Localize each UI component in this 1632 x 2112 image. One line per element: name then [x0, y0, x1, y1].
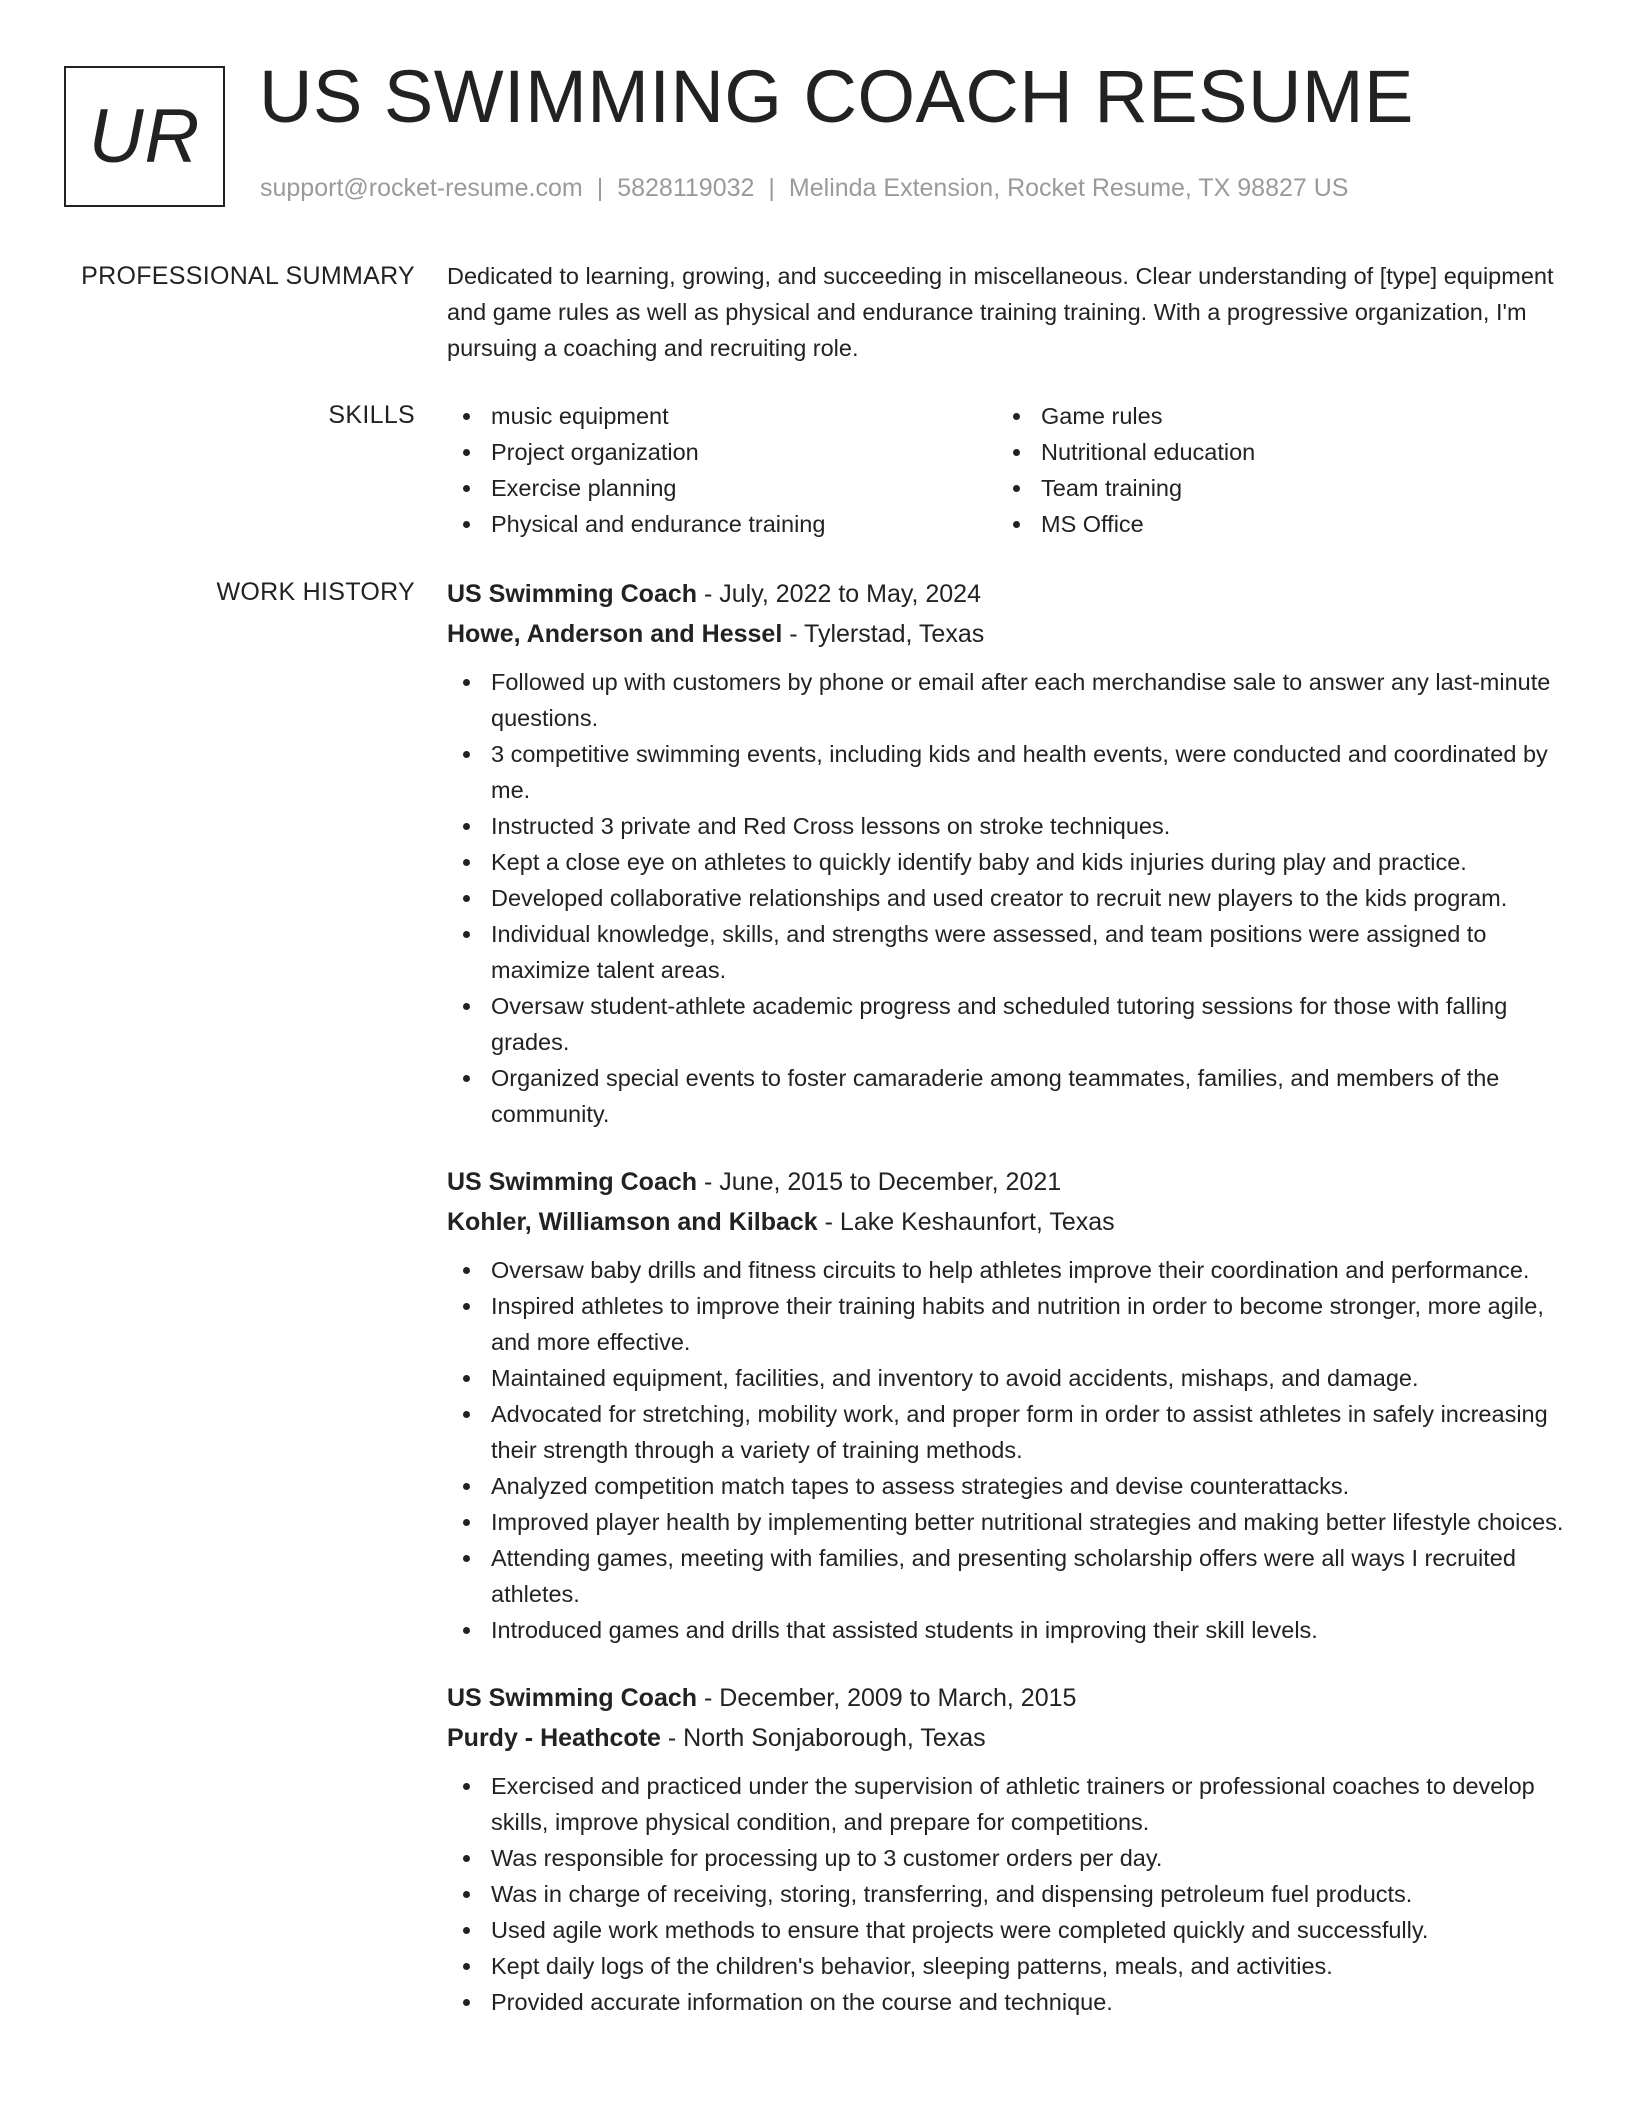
job-bullet: Individual knowledge, skills, and strengths were assessed, and team positions were assigned to maximize talent areas. [447, 916, 1567, 988]
section-label-skills: SKILLS [328, 401, 415, 429]
job-location: - North Sonjaborough, Texas [660, 1724, 986, 1752]
job-title: US Swimming Coach [447, 580, 698, 608]
skill-item: music equipment [447, 398, 997, 434]
job-bullets [447, 664, 1567, 1132]
job-title: US Swimming Coach [447, 1684, 698, 1712]
job-bullet: Improved player health by implementing better nutritional strategies and making better lifestyle choices. [447, 1504, 1567, 1540]
monogram-logo: UR [64, 66, 225, 207]
section-label-professional-summary: PROFESSIONAL SUMMARY [81, 262, 415, 290]
job-bullet: Provided accurate information on the course and technique. [447, 1984, 1567, 2020]
job-bullet: Maintained equipment, facilities, and inventory to avoid accidents, mishaps, and damage. [447, 1360, 1567, 1396]
job-bullets [447, 1252, 1567, 1648]
job-bullet: Followed up with customers by phone or email after each merchandise sale to answer any last-minute questions. [447, 664, 1567, 736]
job-bullet: Developed collaborative relationships and used creator to recruit new players to the kids program. [447, 880, 1567, 916]
skill-item: Team training [997, 470, 1547, 506]
skills-list-right [997, 398, 1547, 542]
summary-text: Dedicated to learning, growing, and succeeding in miscellaneous. Clear understanding of [type] equipment and game rules as well as physical and endurance training training. With a progressive organization, I'm pursuing a coaching and recruiting role. [447, 263, 1554, 361]
contact-separator: | [768, 174, 775, 202]
skill-item: Exercise planning [447, 470, 997, 506]
job-dates: - June, 2015 to December, 2021 [697, 1168, 1062, 1196]
resume-title: US SWIMMING COACH RESUME [259, 55, 1414, 138]
skill-item: MS Office [997, 506, 1547, 542]
job-location: - Tylerstad, Texas [782, 620, 985, 648]
skills-section [447, 398, 1567, 542]
job-bullet: Attending games, meeting with families, and presenting scholarship offers were all ways I recruited athletes. [447, 1540, 1567, 1612]
job-company: Kohler, Williamson and Kilback [447, 1208, 818, 1236]
job-dates: - December, 2009 to March, 2015 [697, 1684, 1077, 1712]
skill-item: Physical and endurance training [447, 506, 997, 542]
contact-separator: | [596, 174, 604, 202]
job-bullet: Kept a close eye on athletes to quickly identify baby and kids injuries during play and practice. [447, 844, 1567, 880]
job-bullet: Advocated for stretching, mobility work, and proper form in order to assist athletes in safely increasing their strength through a variety of training methods. [447, 1396, 1567, 1468]
work-history-section [447, 574, 1567, 2050]
job-company: Purdy - Heathcote [447, 1724, 661, 1752]
contact-address: Melinda Extension, Rocket Resume, TX 98827 US [788, 174, 1349, 202]
job-bullet: Introduced games and drills that assisted students in improving their skill levels. [447, 1612, 1567, 1648]
job-title-line [447, 1678, 1567, 1718]
job-bullet: Used agile work methods to ensure that projects were completed quickly and successfully. [447, 1912, 1567, 1948]
contact-line [260, 174, 1348, 203]
job-bullet: Kept daily logs of the children's behavior, sleeping patterns, meals, and activities. [447, 1948, 1567, 1984]
job-dates: - July, 2022 to May, 2024 [697, 580, 981, 608]
section-label-work-history: WORK HISTORY [216, 578, 415, 606]
job-bullet: Was in charge of receiving, storing, transferring, and dispensing petroleum fuel products. [447, 1876, 1567, 1912]
job-bullet: Oversaw student-athlete academic progress and scheduled tutoring sessions for those with falling grades. [447, 988, 1567, 1060]
job-bullet: Instructed 3 private and Red Cross lessons on stroke techniques. [447, 808, 1567, 844]
job-entry [447, 574, 1567, 1132]
job-location: - Lake Keshaunfort, Texas [817, 1208, 1115, 1236]
job-bullet: Was responsible for processing up to 3 customer orders per day. [447, 1840, 1567, 1876]
skill-item: Nutritional education [997, 434, 1547, 470]
job-bullet: Organized special events to foster camaraderie among teammates, families, and members of the community. [447, 1060, 1567, 1132]
job-company: Howe, Anderson and Hessel [447, 620, 783, 648]
summary-section [447, 258, 1567, 366]
job-company-line [447, 1718, 1567, 1758]
contact-email: support@rocket-resume.com [260, 174, 583, 202]
job-bullet: Oversaw baby drills and fitness circuits to help athletes improve their coordination and performance. [447, 1252, 1567, 1288]
contact-phone: 5828119032 [617, 174, 755, 202]
job-title-line [447, 1162, 1567, 1202]
job-title: US Swimming Coach [447, 1168, 698, 1196]
job-company-line [447, 1202, 1567, 1242]
job-entry [447, 1678, 1567, 2020]
job-bullet: Analyzed competition match tapes to assess strategies and devise counterattacks. [447, 1468, 1567, 1504]
skill-item: Game rules [997, 398, 1547, 434]
job-bullet: Exercised and practiced under the supervision of athletic trainers or professional coaches to develop skills, improve physical condition, and prepare for competitions. [447, 1768, 1567, 1840]
skills-grid [447, 398, 1567, 542]
job-bullet: 3 competitive swimming events, including kids and health events, were conducted and coordinated by me. [447, 736, 1567, 808]
job-title-line [447, 574, 1567, 614]
skills-list-left [447, 398, 997, 542]
job-company-line [447, 614, 1567, 654]
job-bullets [447, 1768, 1567, 2020]
skill-item: Project organization [447, 434, 997, 470]
job-entry [447, 1162, 1567, 1648]
job-bullet: Inspired athletes to improve their training habits and nutrition in order to become stronger, more agile, and more effective. [447, 1288, 1567, 1360]
